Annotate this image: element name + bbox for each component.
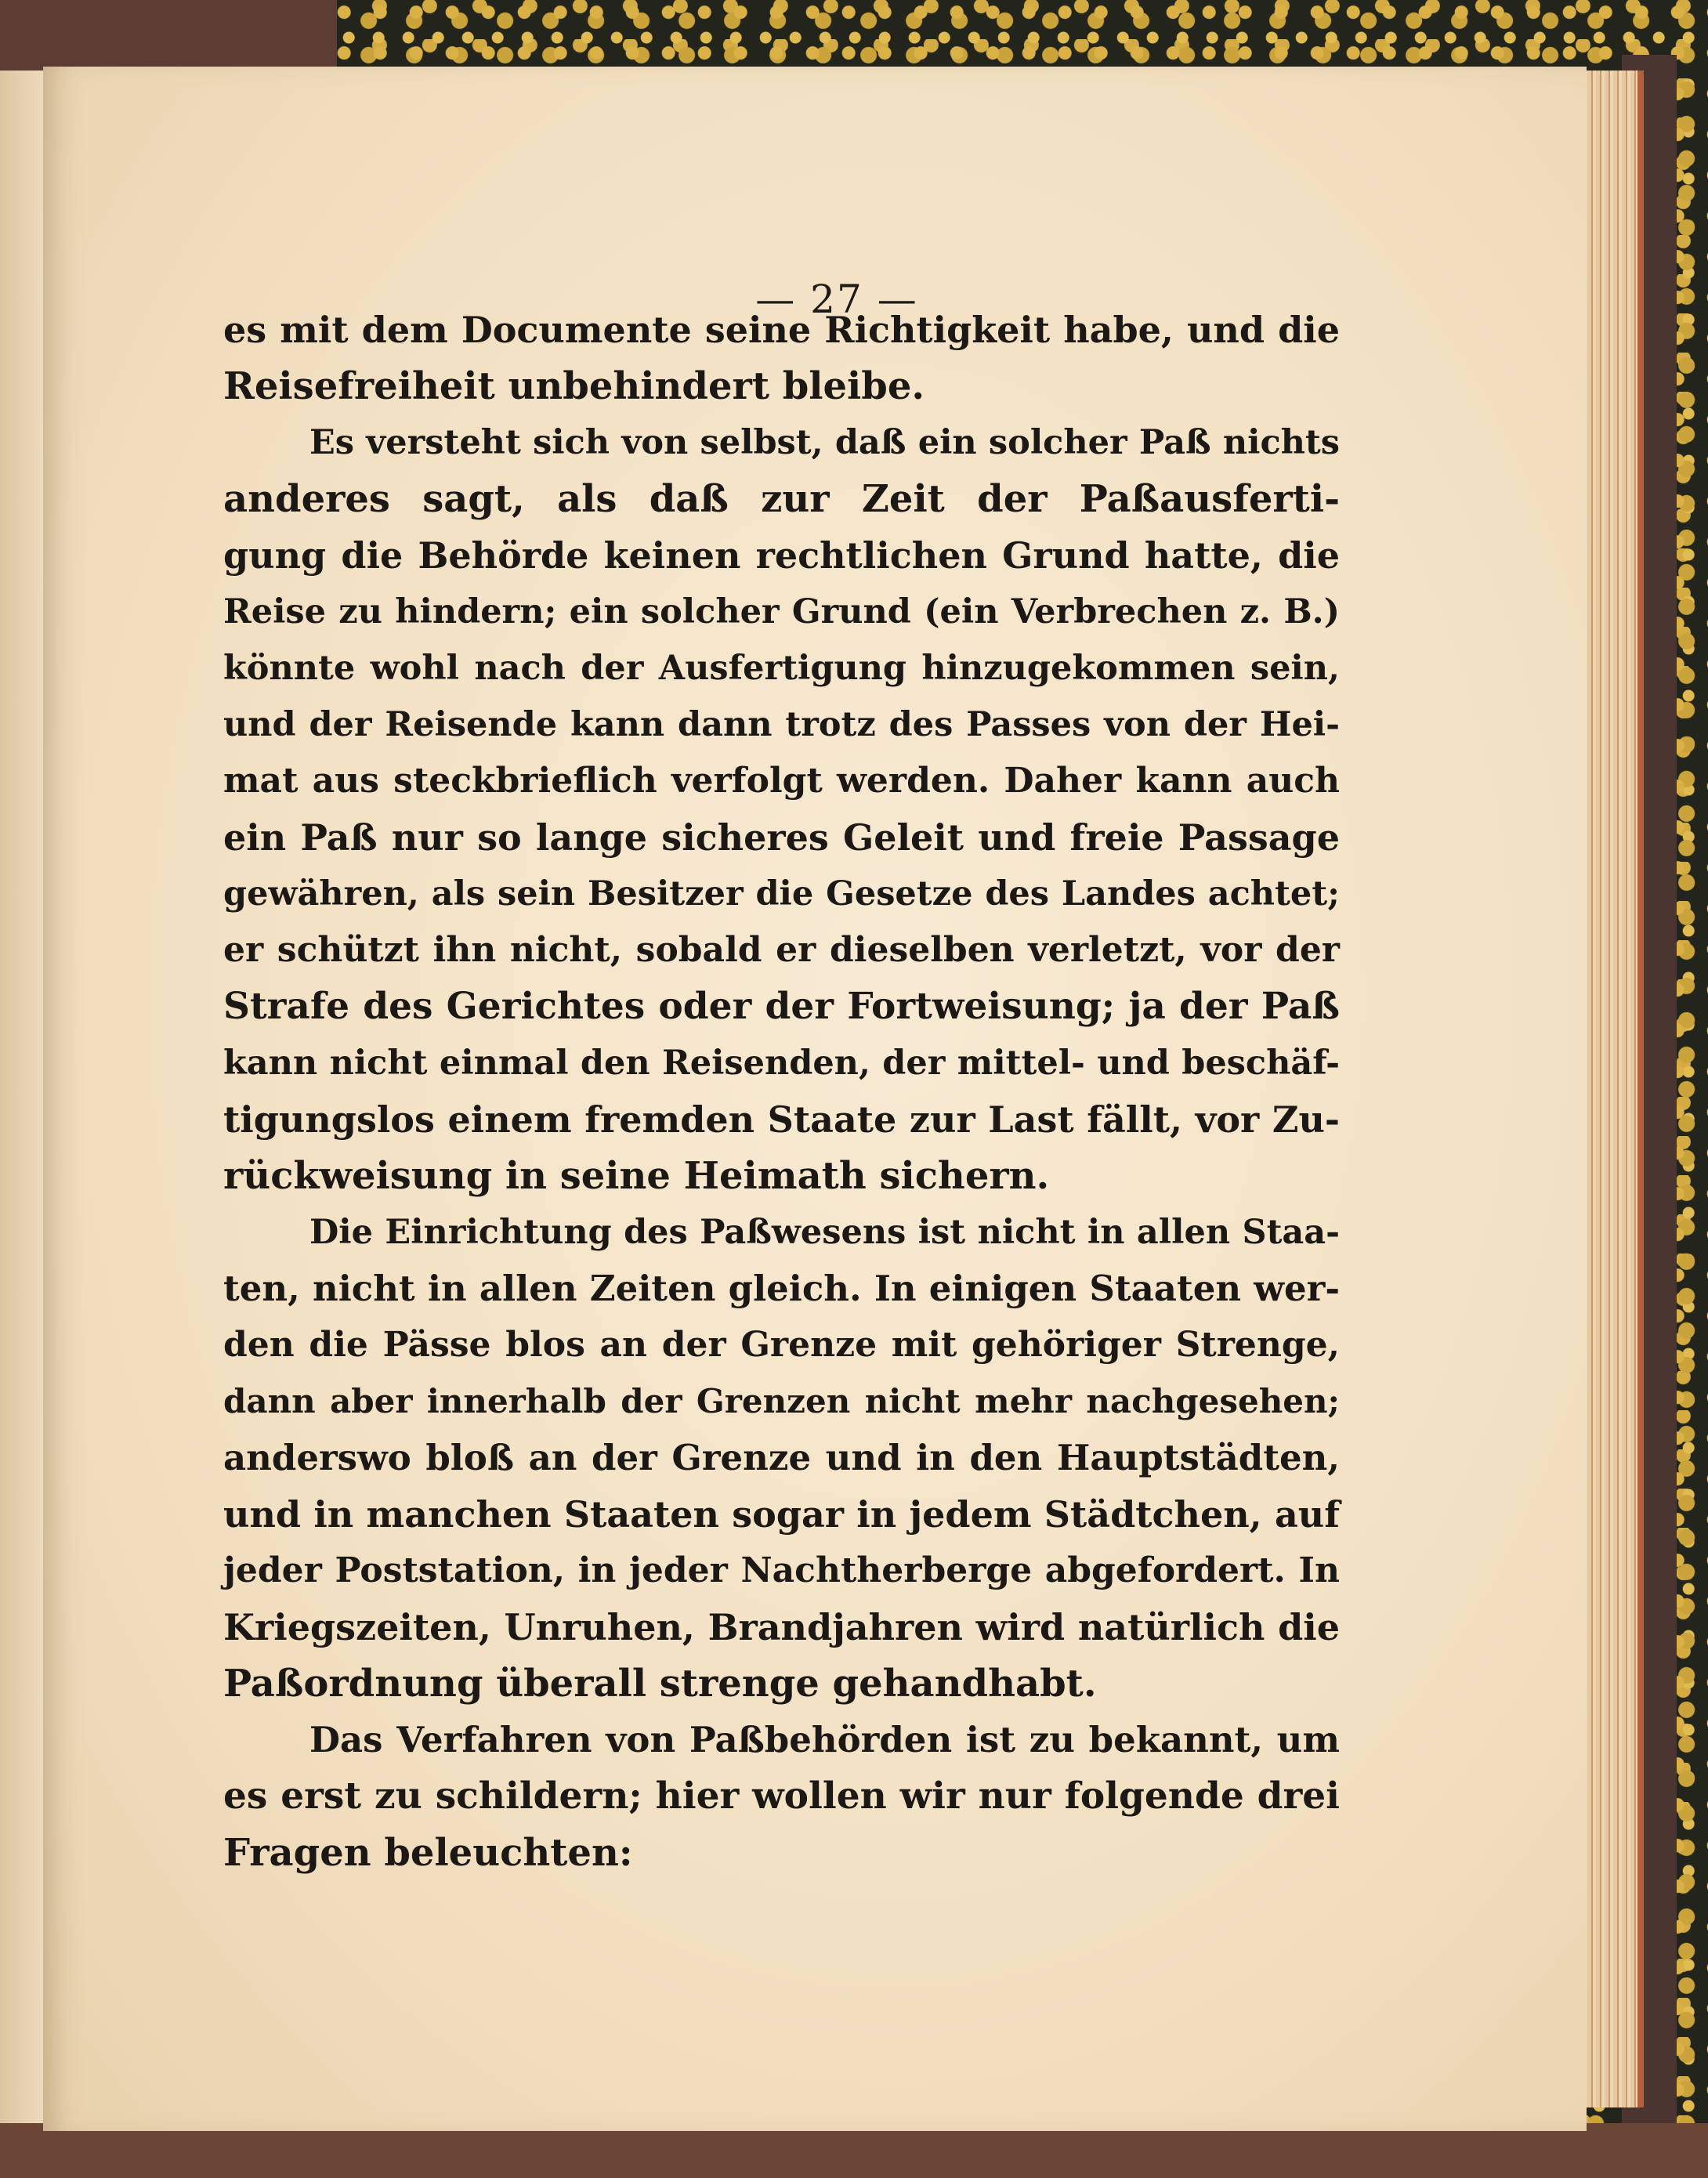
page-number: — 27 — (755, 277, 918, 322)
text-line: anderswo bloß an der Grenze und in den Hauptstädten, (223, 1437, 1340, 1478)
text-line: ein Paß nur so lange sicheres Geleit und freie Passage (223, 816, 1340, 859)
text-line: er schützt ihn nicht, sobald er dieselben verletzt, vor der (223, 930, 1340, 970)
text-line: Reisefreiheit unbehindert bleibe. (223, 364, 925, 408)
text-line: den die Pässe blos an der Grenze mit gehöriger Strenge, (223, 1325, 1340, 1365)
text-line: gewähren, als sein Besitzer die Gesetze des Landes achtet; (223, 874, 1340, 914)
text-line: Die Einrichtung des Paßwesens ist nicht in allen Staa- (309, 1213, 1340, 1252)
text-line: kann nicht einmal den Reisenden, der mittel- und beschäf- (223, 1044, 1340, 1083)
page-block-edges (1579, 71, 1644, 2107)
text-line: es erst zu schildern; hier wollen wir nur folgende drei (223, 1775, 1340, 1818)
text-line: gung die Behörde keinen rechtlichen Grund hatte, die (223, 534, 1340, 577)
text-line: Kriegszeiten, Unruhen, Brandjahren wird natürlich die (223, 1606, 1340, 1648)
text-line: Strafe des Gerichtes oder der Fortweisung; ja der Paß (223, 985, 1340, 1028)
text-line: rückweisung in seine Heimath sichern. (223, 1154, 1050, 1198)
text-line: anderes sagt, als daß zur Zeit der Paßausferti- (223, 477, 1340, 521)
text-line: ten, nicht in allen Zeiten gleich. In einigen Staaten wer- (223, 1268, 1340, 1309)
text-line: Fragen beleuchten: (223, 1831, 633, 1875)
text-line: Das Verfahren von Paßbehörden ist zu bekannt, um (309, 1719, 1340, 1760)
left-facing-page-edge (0, 71, 47, 2147)
text-line: es mit dem Documente seine Richtigkeit habe, und die (223, 309, 1340, 351)
text-line: tigungslos einem fremden Staate zur Last fällt, vor Zu- (223, 1098, 1340, 1141)
text-line: könnte wohl nach der Ausfertigung hinzugekommen sein, (223, 649, 1340, 688)
text-line: Es versteht sich von selbst, daß ein solcher Paß nichts (309, 423, 1340, 462)
text-line: Paßordnung überall strenge gehandhabt. (223, 1662, 1097, 1706)
text-line: Reise zu hindern; ein solcher Grund (ein Verbrechen z. B.) (223, 592, 1340, 631)
text-line: und in manchen Staaten sogar in jedem Städtchen, auf (223, 1493, 1340, 1536)
text-line: mat aus steckbrieflich verfolgt werden. Daher kann auch (223, 761, 1340, 801)
text-line: jeder Poststation, in jeder Nachtherberge abgefordert. In (223, 1550, 1340, 1590)
body-text (223, 302, 1340, 1881)
text-line: dann aber innerhalb der Grenzen nicht mehr nachgesehen; (223, 1382, 1340, 1420)
text-line: und der Reisende kann dann trotz des Passes von der Hei- (223, 705, 1340, 744)
book-cover-bottom (0, 2123, 1708, 2178)
